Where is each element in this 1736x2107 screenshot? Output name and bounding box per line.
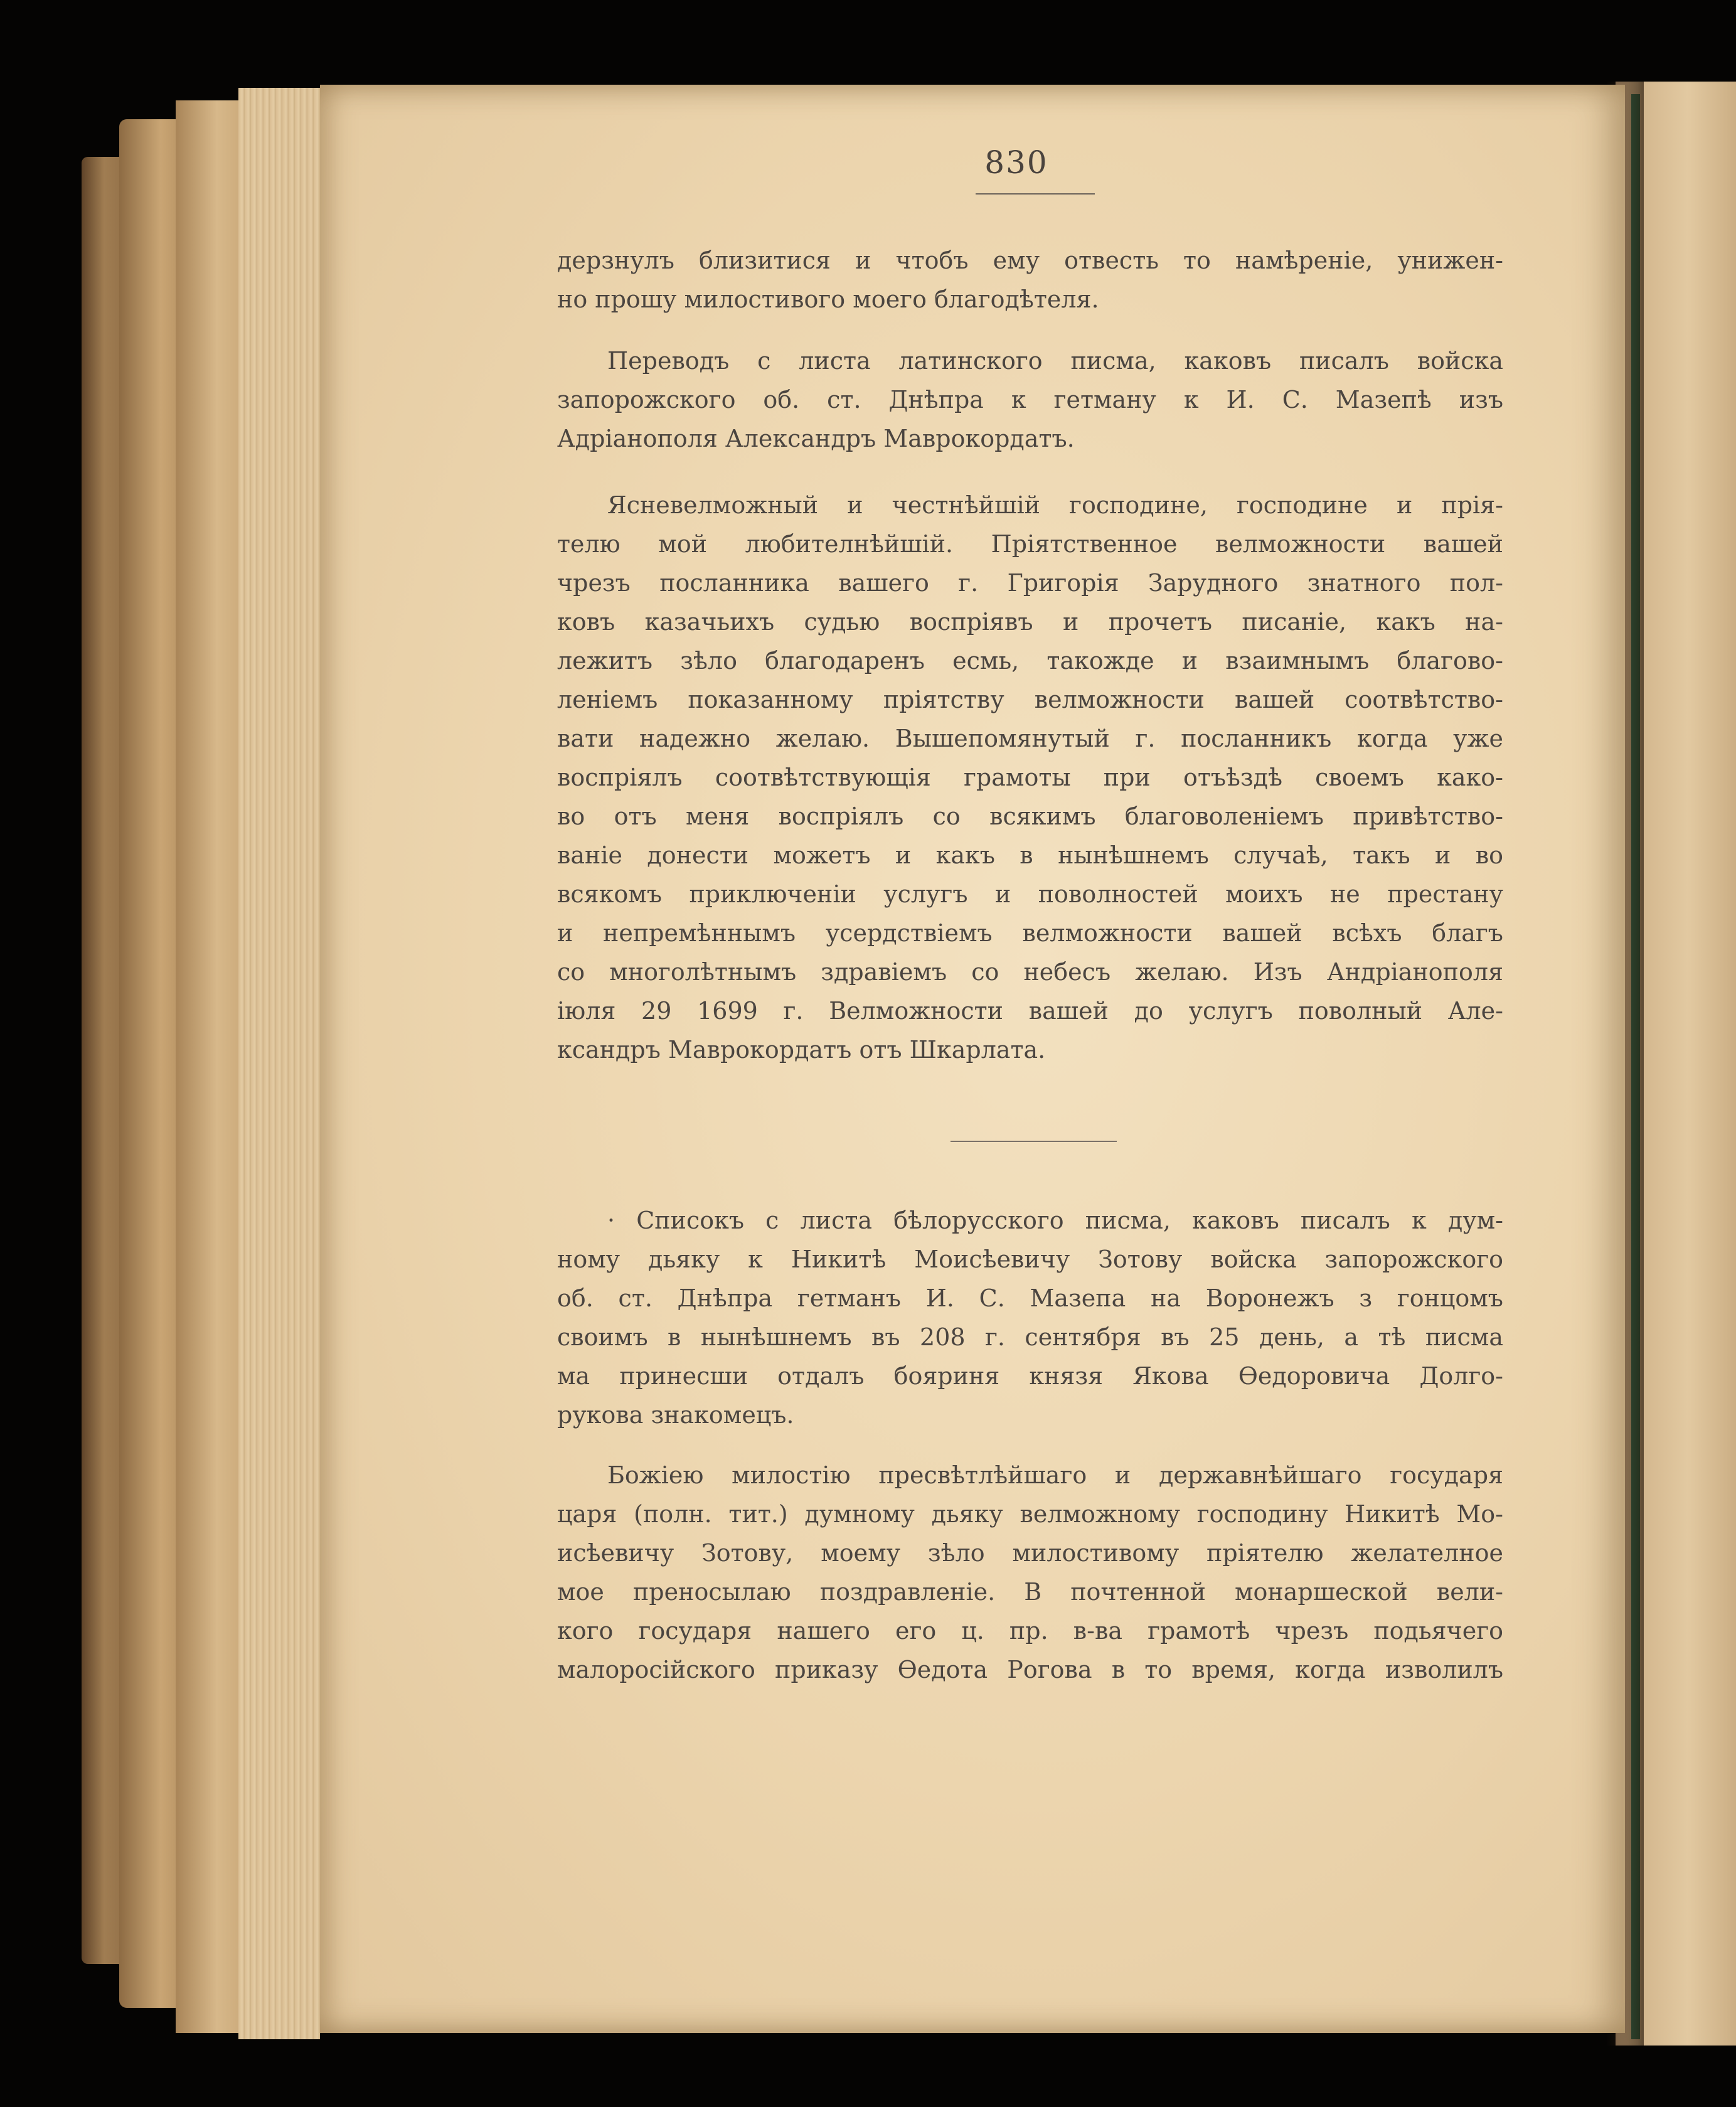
text-line: Ясневелможный и честнѣйшій господине, господине и прія- bbox=[607, 491, 1503, 519]
text-line: во отъ меня воспріялъ со всякимъ благоволеніемъ привѣтство- bbox=[557, 803, 1503, 830]
text-line: об. ст. Днѣпра гетманъ И. С. Мазепа на Воронежъ з гонцомъ bbox=[557, 1284, 1503, 1312]
text-line: и непремѣннымъ усердствіемъ велможности вашей всѣхъ благъ bbox=[557, 919, 1503, 947]
copy-body bbox=[557, 1456, 1503, 1689]
text-line: іюля 29 1699 г. Велможности вашей до услугъ поволный Але- bbox=[557, 997, 1503, 1025]
text-line: вати надежно желаю. Вышепомянутый г. посланникъ когда уже bbox=[557, 725, 1503, 752]
text-line: исѣевичу Зотову, моему зѣло милостивому пріятелю желателное bbox=[557, 1539, 1503, 1567]
text-line: малоросійского приказу Өедота Рогова в то время, когда изволилъ bbox=[557, 1656, 1503, 1683]
text-line: телю мой любителнѣйшій. Пріятственное велможности вашей bbox=[557, 530, 1503, 558]
translation-body bbox=[557, 486, 1503, 1069]
text-line: но прошу милостивого моего благодѣтеля. bbox=[557, 285, 1099, 313]
text-line: Переводъ с листа латинского писма, каковъ писалъ войска bbox=[607, 347, 1503, 375]
text-line: мое преносылаю поздравленіе. В почтенной монаршеской вели- bbox=[557, 1578, 1503, 1606]
text-line: царя (полн. тит.) думному дьяку велможному господину Никитѣ Мо- bbox=[557, 1500, 1503, 1528]
text-line: всякомъ приключеніи услугъ и поволностей моихъ не престану bbox=[557, 880, 1503, 908]
copy-heading bbox=[557, 1201, 1503, 1434]
text-line: ному дьяку к Никитѣ Моисѣевичу Зотову войска запорожского bbox=[557, 1246, 1503, 1273]
text-line: своимъ в нынѣшнемъ въ 208 г. сентября въ 25 день, а тѣ писма bbox=[557, 1323, 1503, 1351]
section-divider bbox=[951, 1141, 1117, 1142]
text-line: ма принесши отдалъ бояриня князя Якова Өедоровича Долго- bbox=[557, 1362, 1503, 1390]
text-line: воспріялъ соотвѣтствующія грамоты при отъѣздѣ своемъ како- bbox=[557, 764, 1503, 791]
text-line: леніемъ показанному пріятству велможности вашей соотвѣтство- bbox=[557, 686, 1503, 713]
text-line: лежитъ зѣло благодаренъ есмь, такожде и взаимнымъ благово- bbox=[557, 647, 1503, 675]
text-line: ковъ казачьихъ судью воспріявъ и прочетъ писаніе, какъ на- bbox=[557, 608, 1503, 636]
text-line: запорожского об. ст. Днѣпра к гетману к И. С. Мазепѣ изъ bbox=[557, 386, 1503, 413]
text-line: · Списокъ с листа бѣлорусского писма, каковъ писалъ к дум- bbox=[607, 1207, 1503, 1234]
page-number-rule bbox=[976, 193, 1095, 195]
text-line: чрезъ посланника вашего г. Григорія Зарудного знатного пол- bbox=[557, 569, 1503, 597]
opening-paragraph bbox=[557, 241, 1503, 319]
text-line: Божіею милостію пресвѣтлѣйшаго и державнѣйшаго государя bbox=[607, 1461, 1503, 1489]
translation-heading bbox=[557, 341, 1503, 458]
text-line: кого государя нашего его ц. пр. в-ва грамотѣ чрезъ подьячего bbox=[557, 1617, 1503, 1645]
text-line: со многолѣтнымъ здравіемъ со небесъ желаю. Изъ Андріанополя bbox=[557, 958, 1503, 986]
text-line: дерзнулъ близитися и чтобъ ему отвесть то намѣреніе, унижен- bbox=[557, 247, 1503, 274]
page-number: 830 bbox=[984, 144, 1048, 181]
text-line: Адріанополя Александръ Маврокордатъ. bbox=[557, 425, 1075, 452]
page-stack-edges bbox=[238, 88, 320, 2039]
text-line: рукова знакомецъ. bbox=[557, 1401, 794, 1429]
text-line: ваніе донести можетъ и какъ в нынѣшнемъ случаѣ, такъ и во bbox=[557, 841, 1503, 869]
text-line: ксандръ Маврокордатъ отъ Шкарлата. bbox=[557, 1036, 1046, 1064]
